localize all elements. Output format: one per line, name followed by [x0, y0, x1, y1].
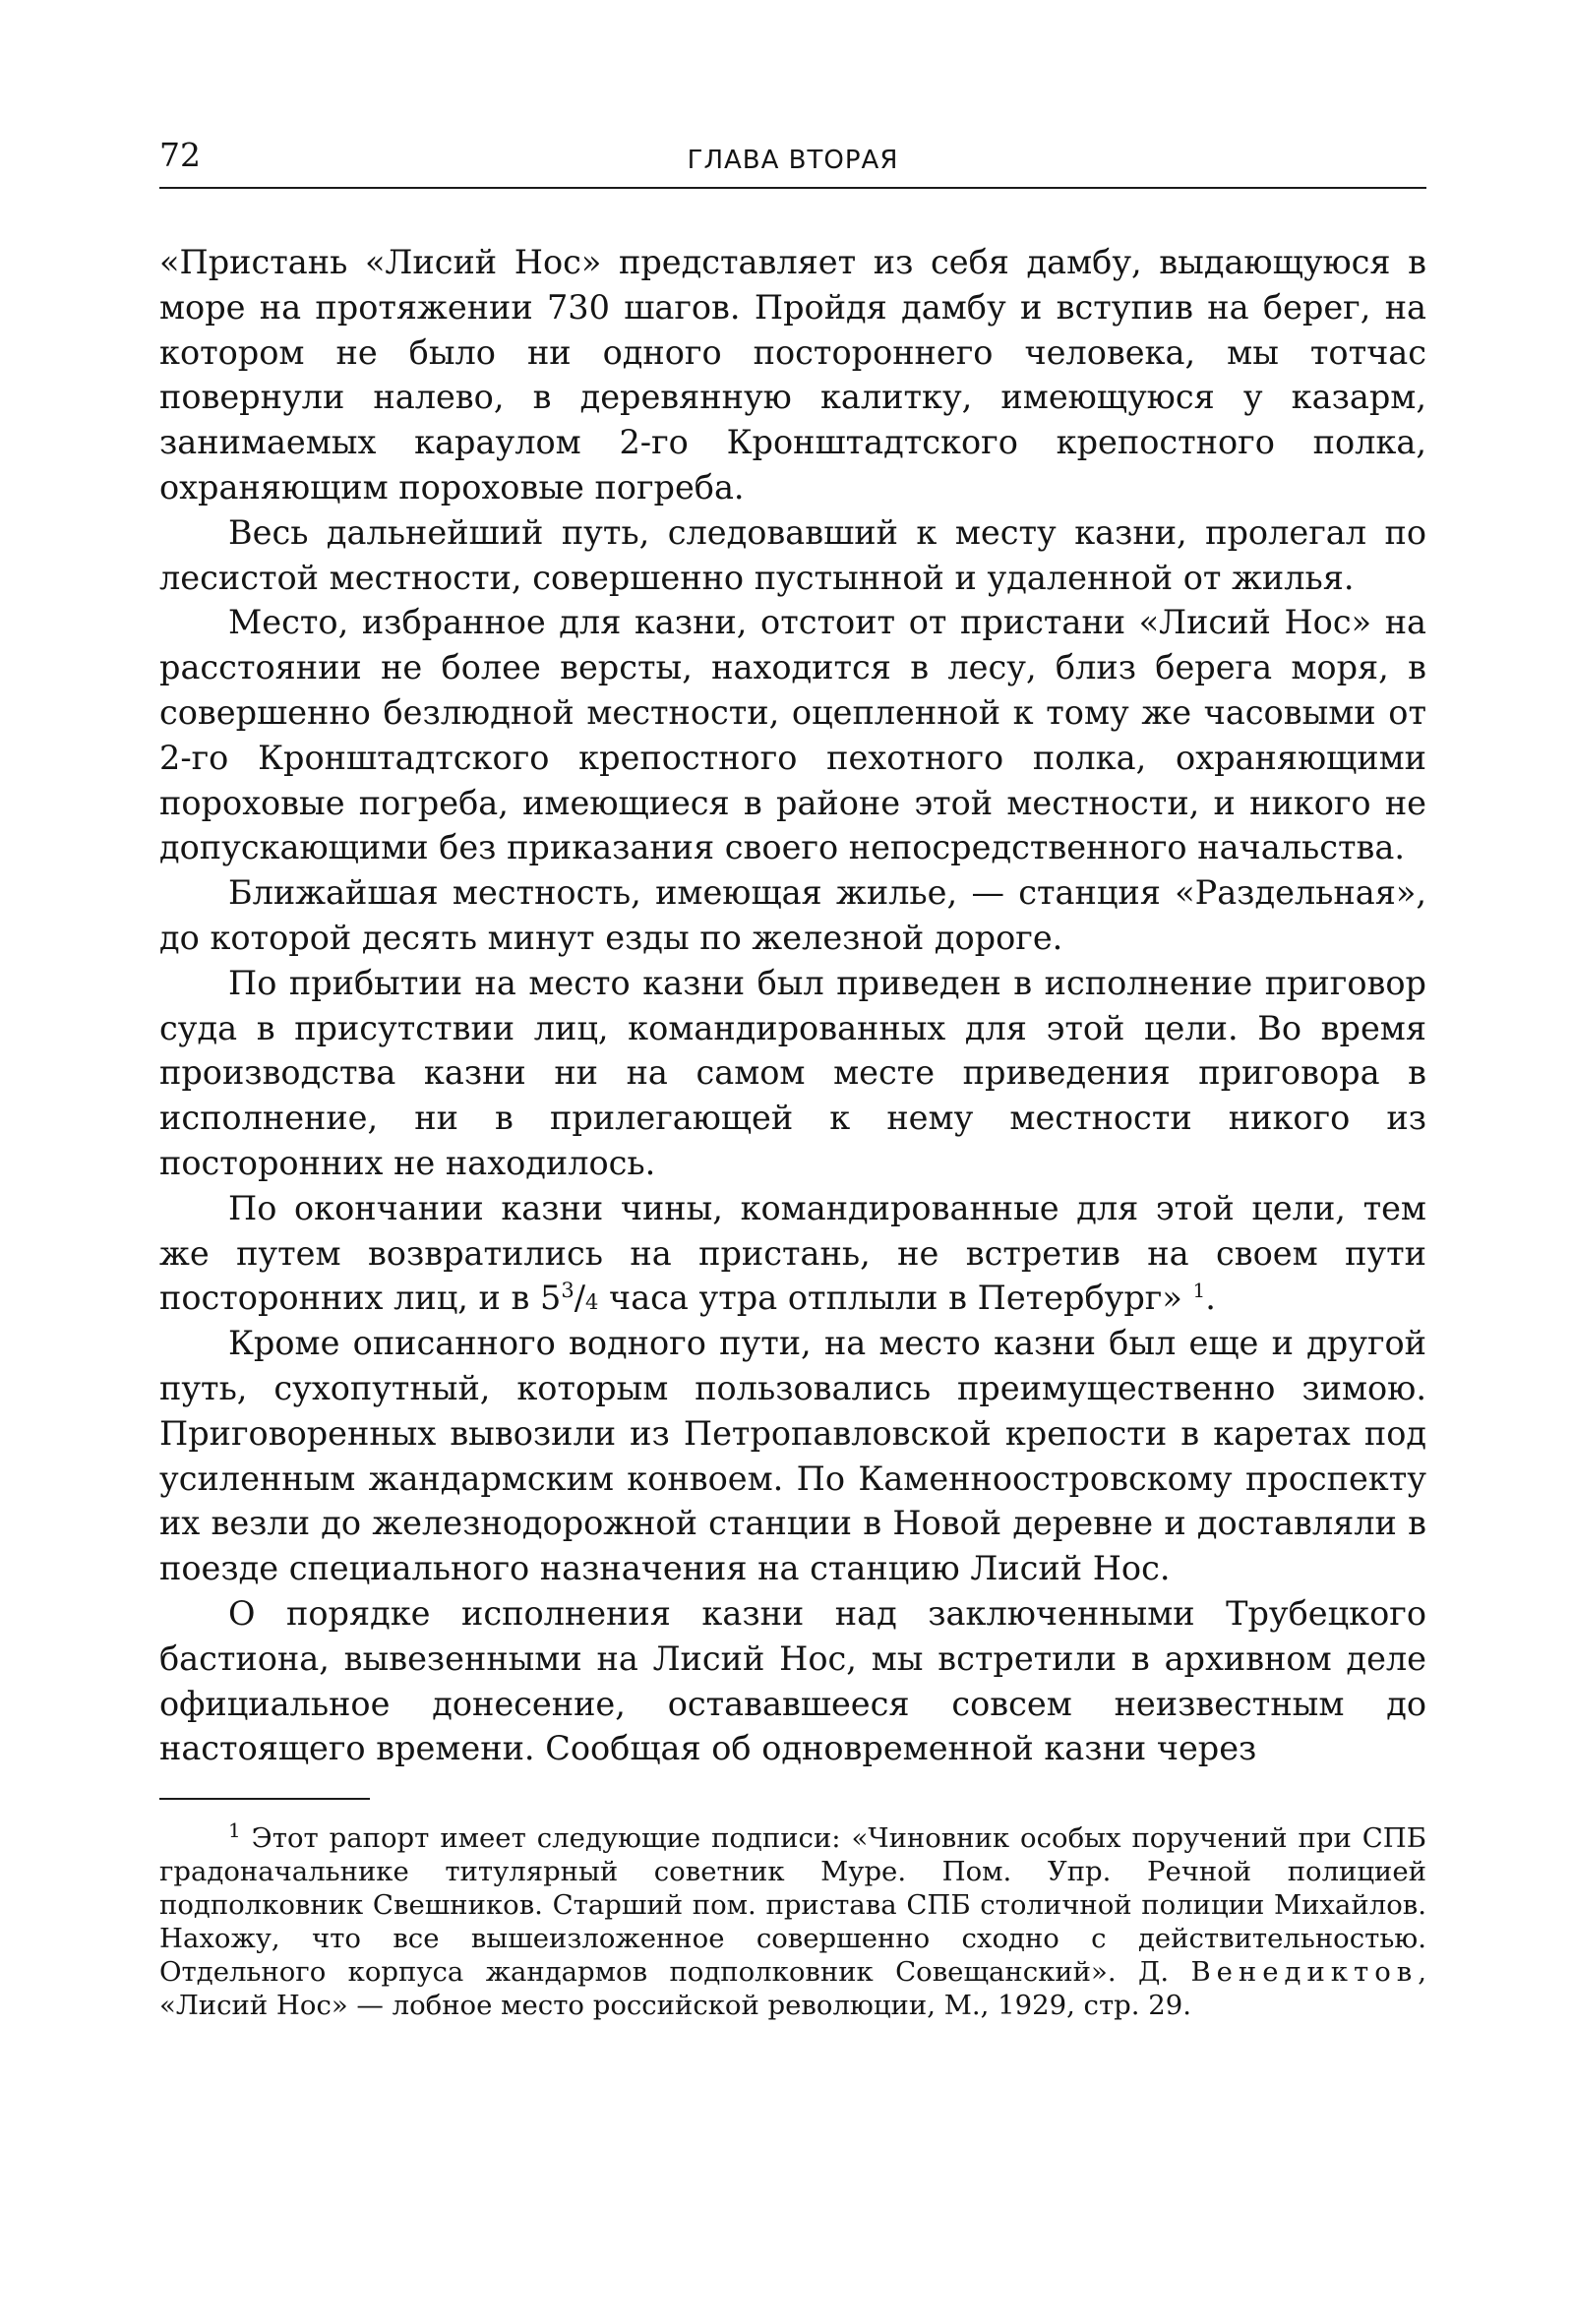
paragraph-1: «Пристань «Лисий Нос» представляет из себя дамбу, выдающуюся в море на протяжении 730 шагов. Пройдя дамбу и вступив на берег, на котором не было ни одного постороннего человека, мы тотчас повернули налево, в деревянную калитку, имеющуюся у казарм, занимаемых караулом 2-го Кронштадтского крепостного полка, охраняющим пороховые погреба.: [159, 243, 1426, 507]
page-header: [159, 136, 1426, 189]
paragraph-6-text-end: часа утра отплыли в Петербург»: [598, 1279, 1182, 1318]
paragraph-6: [159, 1186, 1426, 1321]
paragraph-7: Кроме описанного водного пути, на место казни был еще и другой путь, сухопутный, которым пользовались преимущественно зимою. Приговоренных вывозили из Петропавловской крепости в каретах под усиленным жандармским конвоем. По Каменноостровскому проспекту их везли до железнодорожной станции в Новой деревне и доставляли в поезде специального назначения на станцию Лисий Нос.: [159, 1324, 1426, 1588]
fraction-denominator: 4: [585, 1290, 599, 1315]
paragraph-2: Весь дальнейший путь, следовавший к месту казни, пролегал по лесистой местности, совершенно пустынной и удаленной от жилья.: [159, 512, 1426, 597]
footnote-author: Венедиктов: [1190, 1956, 1419, 1989]
body-text: [159, 240, 1426, 1771]
footnote-text: Этот рапорт имеет следующие подписи: «Чиновник особых поручений при СПБ градоначальнике титулярный советник Муре. Пом. Упр. Речной полицией подполковник Свешников. Старший пом. пристава СПБ столичной полиции Михайлов. Нахожу, что все вышеизложенное совершенно сходно с действительностью. Отдельного корпуса жандармов подполковник Совещанский». Д.: [159, 1822, 1426, 1989]
footnote-divider: [159, 1798, 370, 1800]
footnote-citation: , «Лисий Нос» — лобное место российской революции, М., 1929, стр. 29.: [159, 1956, 1426, 2022]
paragraph-6-period: .: [1205, 1279, 1216, 1318]
footnote-marker: 1: [228, 1817, 241, 1842]
fraction-slash: /: [574, 1279, 586, 1318]
paragraph-5: По прибытии на место казни был приведен в исполнение приговор суда в присутствии лиц, командированных для этой цели. Во время производства казни ни на самом месте приведения приговора в исполнение, ни в прилегающей к нему местности никого из посторонних не находилось.: [159, 963, 1426, 1182]
running-head: ГЛАВА ВТОРАЯ: [687, 146, 899, 175]
paragraph-8: О порядке исполнения казни над заключенными Трубецкого бастиона, вывезенными на Лисий Нос, мы встретили в архивном деле официальное донесение, остававшееся совсем неизвестным до настоящего времени. Сообщая об одновременной казни через: [159, 1593, 1426, 1768]
page-number: 72: [159, 136, 201, 174]
fraction-numerator: 3: [561, 1279, 575, 1303]
paragraph-4: Ближайшая местность, имеющая жилье, — станция «Раздельная», до которой десять минут езды по железной дороге.: [159, 873, 1426, 957]
book-page: [159, 136, 1426, 2022]
footnote: [159, 1817, 1426, 2022]
footnote-reference[interactable]: 1: [1192, 1279, 1206, 1303]
paragraph-6-text: По окончании казни чины, командированные для этой цели, тем же путем возвратились на пристань, не встретив на своем пути посторонних лиц, и в 5: [159, 1188, 1426, 1318]
paragraph-3: Место, избранное для казни, отстоит от пристани «Лисий Нос» на расстоянии не более версты, находится в лесу, близ берега моря, в совершенно безлюдной местности, оцепленной к тому же часовыми от 2-го Кронштадтского крепостного пехотного полка, охраняющими пороховые погреба, имеющиеся в районе этой местности, и никого не допускающими без приказания своего непосредственного начальства.: [159, 603, 1426, 867]
